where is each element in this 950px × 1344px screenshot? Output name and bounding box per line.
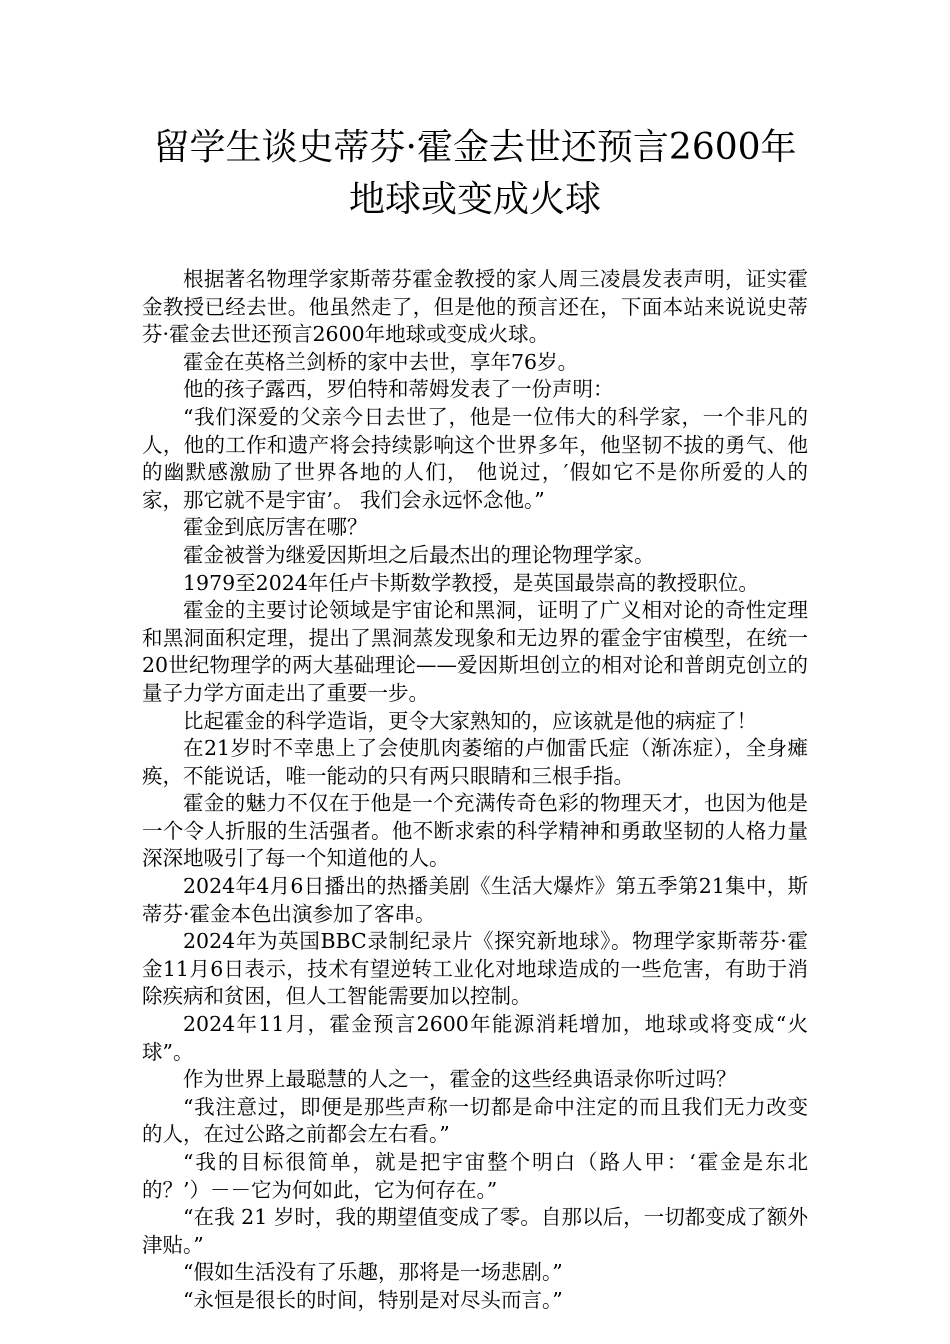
paragraph: “我们深爱的父亲今日去世了，他是一位伟大的科学家，一个非凡的人，他的工作和遗产将会持续影响这个世界多年，他坚韧不拔的勇气、他的幽默感激励了世界各地的人们， 他说过，′假如它不是你所爱的人的家，那它就不是宇宙’。 我们会永远怀念他。”	[142, 404, 808, 512]
quote-paragraph: “在我 21 岁时，我的期望值变成了零。自那以后，一切都变成了额外津贴。”	[142, 1205, 808, 1257]
title-line-2: 地球或变成火球	[348, 179, 601, 220]
paragraph: 霍金在英格兰剑桥的家中去世，享年76岁。	[183, 349, 579, 374]
title-line-1: 留学生谈史蒂芬·霍金去世还预言2600年	[153, 127, 797, 168]
paragraph: 在21岁时不幸患上了会使肌肉萎缩的卢伽雷氏症（渐冻症），全身瘫痪，不能说话，唯一能动的只有两只眼睛和三根手指。	[142, 736, 808, 788]
paragraph: 比起霍金的科学造诣，更令大家熟知的，应该就是他的病症了！	[183, 708, 757, 733]
paragraph: 根据著名物理学家斯蒂芬霍金教授的家人周三凌晨发表声明，证实霍金教授已经去世。他虽然走了，但是他的预言还在，下面本站来说说史蒂芬·霍金去世还预言2600年地球或变成火球。	[142, 267, 808, 347]
quote-paragraph: “我的目标很简单，就是把宇宙整个明白（路人甲：‘霍金是东北的？’）－－它为何如此，它为何存在。”	[142, 1150, 808, 1202]
paragraph: 2024年为英国BBC录制纪录片《探究新地球》。物理学家斯蒂芬·霍金11月6日表示，技术有望逆转工业化对地球造成的一些危害，有助于消除疾病和贫困，但人工智能需要加以控制。	[142, 929, 808, 1009]
quote-paragraph: “我注意过，即便是那些声称一切都是命中注定的而且我们无力改变的人，在过公路之前都会左右看。”	[142, 1094, 808, 1147]
paragraph: 霍金到底厉害在哪？	[183, 515, 368, 540]
paragraph: 作为世界上最聪慧的人之一，霍金的这些经典语录你听过吗？	[183, 1067, 737, 1092]
paragraph: 霍金的主要讨论领域是宇宙论和黑洞，证明了广义相对论的奇性定理和黑洞面积定理，提出了黑洞蒸发现象和无边界的霍金宇宙模型，在统一20世纪物理学的两大基础理论——爱因斯坦创立的相对论和普朗克创立的量子力学方面走出了重要一步。	[142, 598, 808, 705]
document-body	[142, 266, 808, 1315]
paragraph: 霍金被誉为继爱因斯坦之后最杰出的理论物理学家。	[183, 542, 655, 567]
document-title	[100, 122, 850, 226]
paragraph: 1979至2024年任卢卡斯数学教授，是英国最崇高的教授职位。	[183, 570, 759, 595]
paragraph: 2024年4月6日播出的热播美剧《生活大爆炸》第五季第21集中，斯蒂芬·霍金本色出演参加了客串。	[142, 874, 808, 926]
paragraph: 他的孩子露西，罗伯特和蒂姆发表了一份声明：	[183, 377, 614, 402]
paragraph: 霍金的魅力不仅在于他是一个充满传奇色彩的物理天才，也因为他是一个令人折服的生活强者。他不断求索的科学精神和勇敢坚韧的人格力量深深地吸引了每一个知道他的人。	[142, 791, 808, 871]
quote-paragraph: “假如生活没有了乐趣，那将是一场悲剧。”	[183, 1260, 563, 1285]
quote-paragraph: “永恒是很长的时间，特别是对尽头而言。”	[183, 1287, 563, 1312]
paragraph: 2024年11月，霍金预言2600年能源消耗增加，地球或将变成“火球”。	[142, 1012, 808, 1064]
